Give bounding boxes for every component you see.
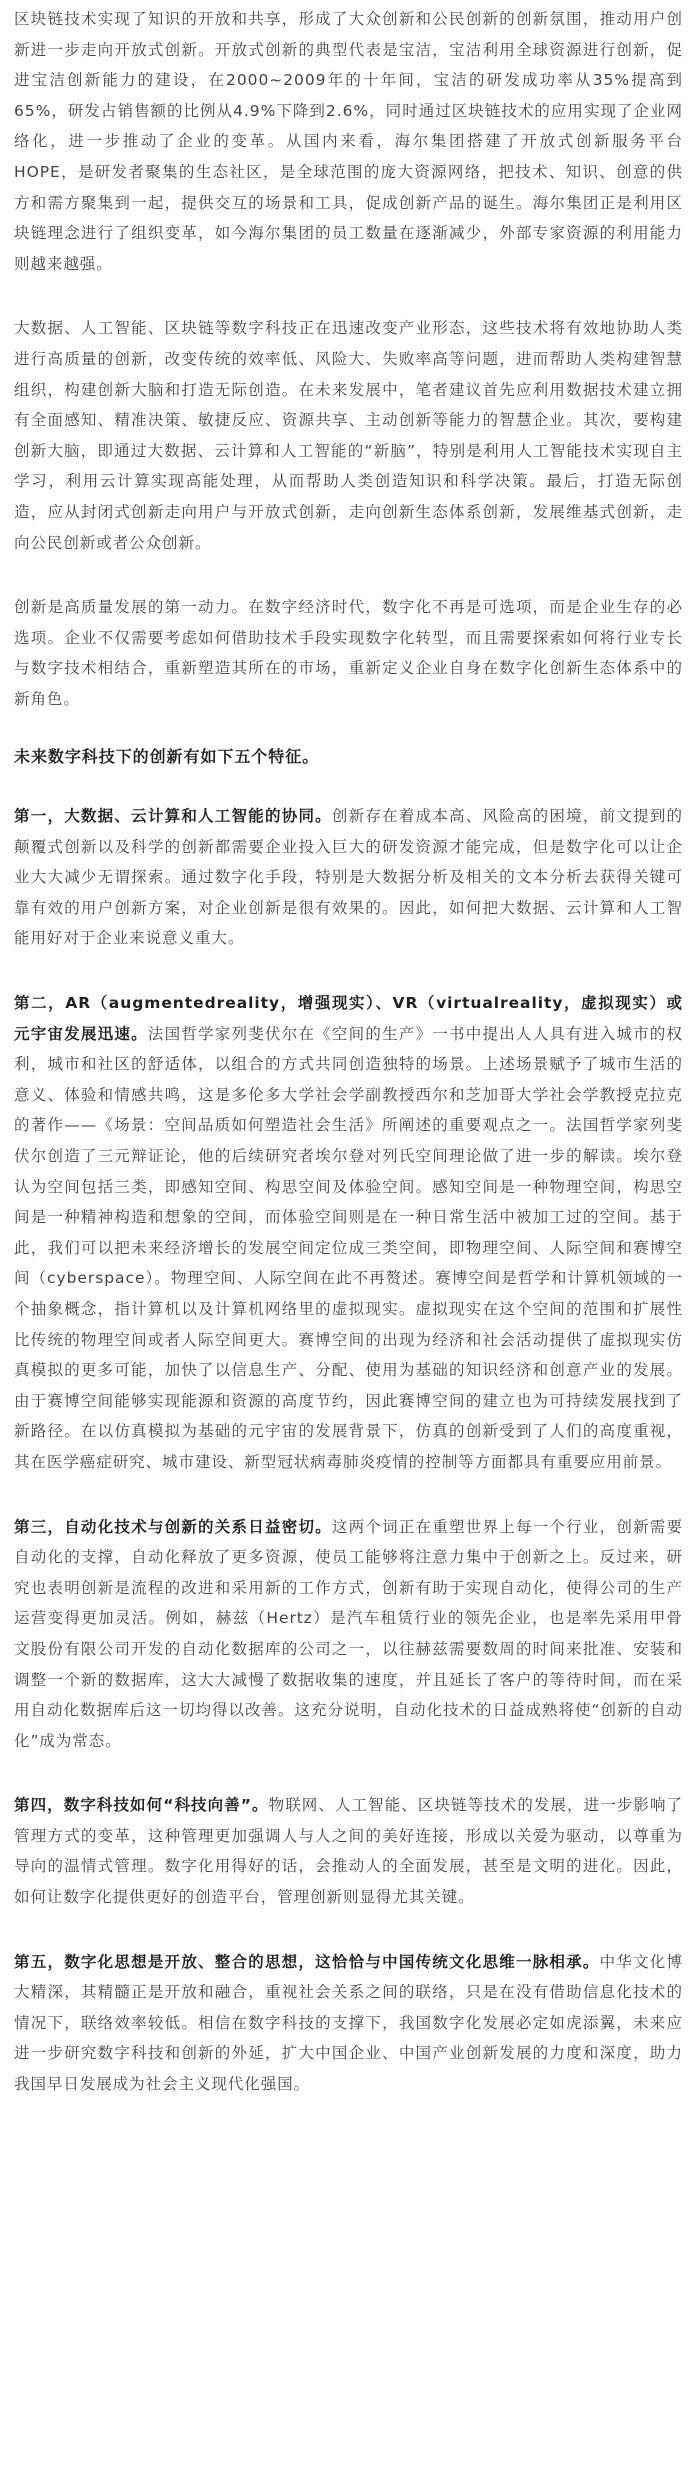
paragraph-text: 区块链技术实现了知识的开放和共享，形成了大众创新和公民创新的创新氛围，推动用户创新进一步走向开放式创新。开放式创新的典型代表是宝洁，宝洁利用全球资源进行创新，促进宝洁创新能力的建设，在2000~2009年的十年间，宝洁的研发成功率从35%提高到65%，研发占销售额的比例从4.9%下降到2.6%，同时通过区块链技术的应用实现了企业网络化，进一步推动了企业的变革。从国内来看，海尔集团搭建了开放式创新服务平台HOPE，是研发者聚集的生态社区，是全球范围的庞大资源网络，把技术、知识、创意的供方和需方聚集到一起，提供交互的场景和工具，促成创新产品的诞生。海尔集团正是利用区块链理念进行了组织变革，如今海尔集团的员工数量在逐渐减少，外部专家资源的利用能力则越来越强。: [14, 10, 683, 273]
paragraph-open-innovation: [14, 4, 683, 279]
feature-lead: 第四，数字科技如何“科技向善”。: [14, 1796, 269, 1815]
feature-2: [14, 988, 683, 1478]
feature-5: [14, 1947, 683, 2100]
paragraph-text: 创新是高质量发展的第一动力。在数字经济时代，数字化不再是可选项，而是企业生存的必选项。企业不仅需要考虑如何借助技术手段实现数字化转型，而且需要探索如何将行业专长与数字技术相结合，重新塑造其所在的市场，重新定义企业自身在数字化创新生态体系中的新角色。: [14, 598, 683, 708]
feature-lead: 第一，大数据、云计算和人工智能的协同。: [14, 807, 332, 826]
feature-lead: 第二，AR（augmentedreality，增强现实）、VR（virtualreality，虚拟现实）或元宇宙发展迅速。: [14, 994, 683, 1043]
feature-text: 中华文化博大精深，其精髓正是开放和融合，重视社会关系之间的联络，只是在没有借助信息化技术的情况下，联络效率较低。相信在数字科技的支撑下，我国数字化发展必定如虎添翼，未来应进一步研究数字科技和创新的外延，扩大中国企业、中国产业创新发展的力度和深度，助力我国早日发展成为社会主义现代化强国。: [14, 1952, 683, 2094]
paragraph-digital-tech: [14, 313, 683, 558]
feature-1: [14, 801, 683, 954]
feature-text: 这两个词正在重塑世界上每一个行业，创新需要自动化的支撑，自动化释放了更多资源，使员工能够将注意力集中于创新之上。反过来，研究也表明创新是流程的改进和采用新的工作方式，创新有助于实现自动化，使得公司的生产运营变得更加灵活。例如，赫兹（Hertz）是汽车租赁行业的领先企业，也是率先采用甲骨文股份有限公司开发的自动化数据库的公司之一，以往赫兹需要数周的时间来批准、安装和调整一个新的数据库，这大大减慢了数据收集的速度，并且延长了客户的等待时间，而在采用自动化数据库后这一切均得以改善。这充分说明，自动化技术的日益成熟将使“创新的自动化”成为常态。: [14, 1517, 683, 1750]
feature-lead: 第五，数字化思想是开放、整合的思想，这恰恰与中国传统文化思维一脉相承。: [14, 1952, 600, 1971]
paragraph-text: 大数据、人工智能、区块链等数字科技正在迅速改变产业形态，这些技术将有效地协助人类进行高质量的创新，改变传统的效率低、风险大、失败率高等问题，进而帮助人类构建智慧组织，构建创新大脑和打造无际创造。在未来发展中，笔者建议首先应利用数据技术建立拥有全面感知、精准决策、敏捷反应、资源共享、主动创新等能力的智慧企业。其次，要构建创新大脑，即通过大数据、云计算和人工智能的“新脑”，特别是利用人工智能技术实现自主学习，利用云计算实现高能处理，从而帮助人类创造知识和科学决策。最后，打造无际创造，应从封闭式创新走向用户与开放式创新，走向创新生态体系创新，发展维基式创新，走向公民创新或者公众创新。: [14, 319, 683, 552]
feature-text: 物联网、人工智能、区块链等技术的发展，进一步影响了管理方式的变革，这种管理更加强调人与人之间的美好连接，形成以关爱为驱动，以尊重为导向的温情式管理。数字化用得好的话，会推动人的全面发展，甚至是文明的进化。因此，如何让数字化提供更好的创造平台，管理创新则显得尤其关键。: [14, 1796, 683, 1907]
feature-text: 创新存在着成本高、风险高的困境，前文提到的颠覆式创新以及科学的创新都需要企业投入巨大的研发资源才能完成，但是数字化可以让企业大大减少无谓探索。通过数字化手段，特别是大数据分析及相关的文本分析去获得关键可靠有效的用户创新方案，对企业创新是很有效果的。因此，如何把大数据、云计算和人工智能用好对于企业来说意义重大。: [14, 807, 683, 948]
feature-3: [14, 1512, 683, 1757]
feature-lead: 第三，自动化技术与创新的关系日益密切。: [14, 1517, 332, 1536]
feature-4: [14, 1790, 683, 1912]
section-heading: 未来数字科技下的创新有如下五个特征。: [14, 747, 320, 767]
paragraph-innovation-driver: [14, 592, 683, 714]
feature-text: 法国哲学家列斐伏尔在《空间的生产》一书中提出人人具有进入城市的权利，城市和社区的舒适体，以组合的方式共同创造独特的场景。上述场景赋予了城市生活的意义、体验和情感共鸣，这是多伦多大学社会学副教授西尔和芝加哥大学社会学教授克拉克的著作——《场景：空间品质如何塑造社会生活》所阐述的重要观点之一。法国哲学家列斐伏尔创造了三元辩证论，他的后续研究者埃尔登对列氏空间理论做了进一步的解读。埃尔登认为空间包括三类，即感知空间、构思空间及体验空间。感知空间是一种物理空间，构思空间是一种精神构造和想象的空间，而体验空间则是在一种日常生活中被加工过的空间。基于此，我们可以把未来经济增长的发展空间定位成三类空间，即物理空间、人际空间和赛博空间（cyberspace）。物理空间、人际空间在此不再赘述。赛博空间是哲学和计算机领域的一个抽象概念，指计算机以及计算机网络里的虚拟现实。虚拟现实在这个空间的范围和扩展性比传统的物理空间或者人际空间更大。赛博空间的出现为经济和社会活动提供了虚拟现实仿真模拟的更多可能，加快了以信息生产、分配、使用为基础的知识经济和创意产业的发展。由于赛博空间能够实现能源和资源的高度节约，因此赛博空间的建立也为可持续发展找到了新路径。在以仿真模拟为基础的元宇宙的发展背景下，仿真的创新受到了人们的高度重视，其在医学癌症研究、城市建设、新型冠状病毒肺炎疫情的控制等方面都具有重要应用前景。: [14, 1024, 683, 1471]
